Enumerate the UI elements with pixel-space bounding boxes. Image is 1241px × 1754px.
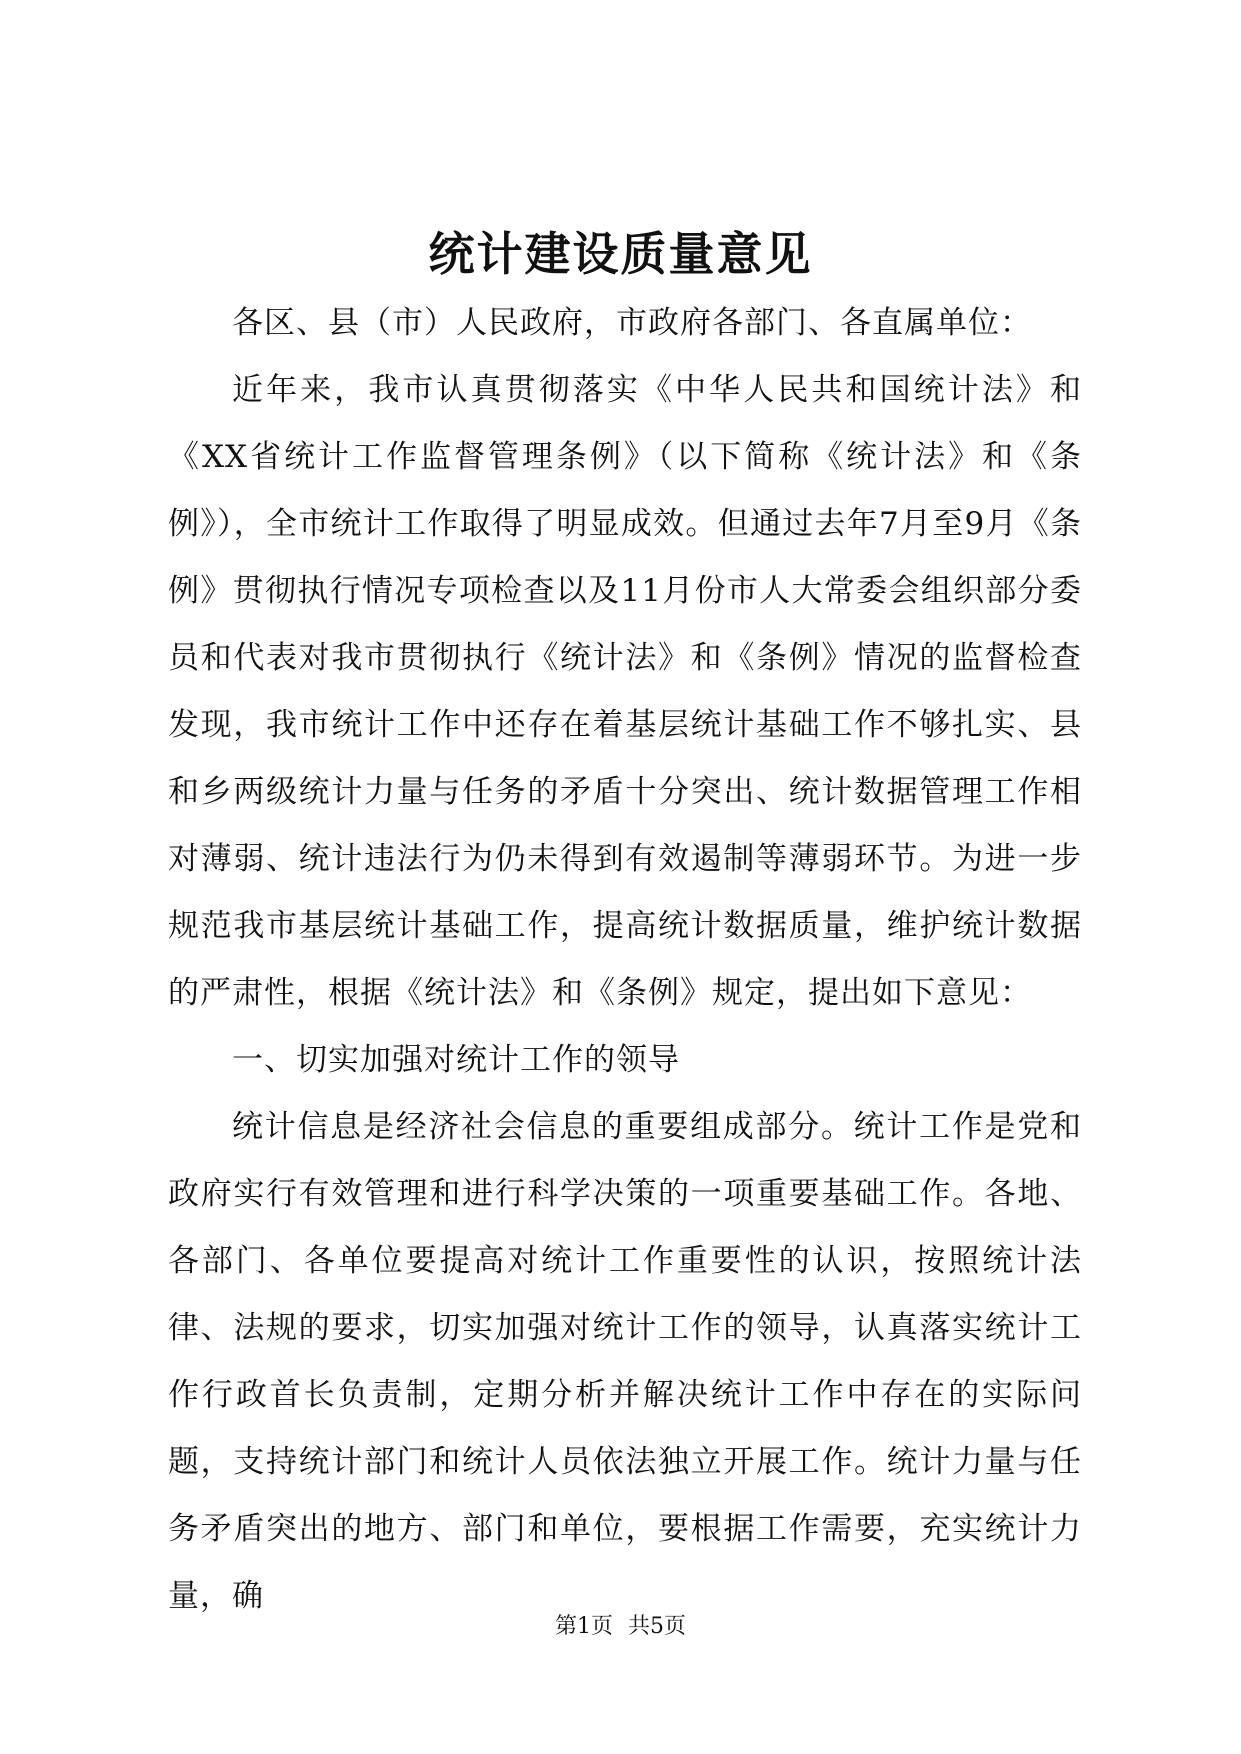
salutation-paragraph: 各区、县（市）人民政府，市政府各部门、各直属单位： — [232, 305, 1032, 341]
document-title: 统计建设质量意见 — [428, 227, 813, 281]
page-total: 共5页 — [628, 1614, 686, 1639]
page-footer — [0, 1612, 1241, 1642]
section-heading: 一、切实加强对统计工作的领导 — [232, 1042, 680, 1078]
section-paragraph: 统计信息是经济社会信息的重要组成部分。统计工作是党和政府实行有效管理和进行科学决策的一项重要基础工作。各地、各部门、各单位要提高对统计工作重要性的认识，按照统计法律、法规的要求，切实加强对统计工作的领导，认真落实统计工作行政首长负责制，定期分析并解决统计工作中存在的实际问题，支持统计部门和统计人员依法独立开展工作。统计力量与任务矛盾突出的地方、部门和单位，要根据工作需要，充实统计力量，确 — [168, 1109, 1082, 1614]
page-number: 第1页 — [555, 1614, 613, 1639]
document-body — [168, 290, 1082, 1630]
intro-paragraph: 近年来，我市认真贯彻落实《中华人民共和国统计法》和《XX省统计工作监督管理条例》（以下简称《统计法》和《条例》），全市统计工作取得了明显成效。但通过去年7月至9月《条例》贯彻执行情况专项检查以及11月份市人大常委会组织部分委员和代表对我市贯彻执行《统计法》和《条例》情况的监督检查发现，我市统计工作中还存在着基层统计基础工作不够扎实、县和乡两级统计力量与任务的矛盾十分突出、统计数据管理工作相对薄弱、统计违法行为仍未得到有效遏制等薄弱环节。为进一步规范我市基层统计基础工作，提高统计数据质量，维护统计数据的严肃性，根据《统计法》和《条例》规定，提出如下意见： — [168, 372, 1082, 1011]
